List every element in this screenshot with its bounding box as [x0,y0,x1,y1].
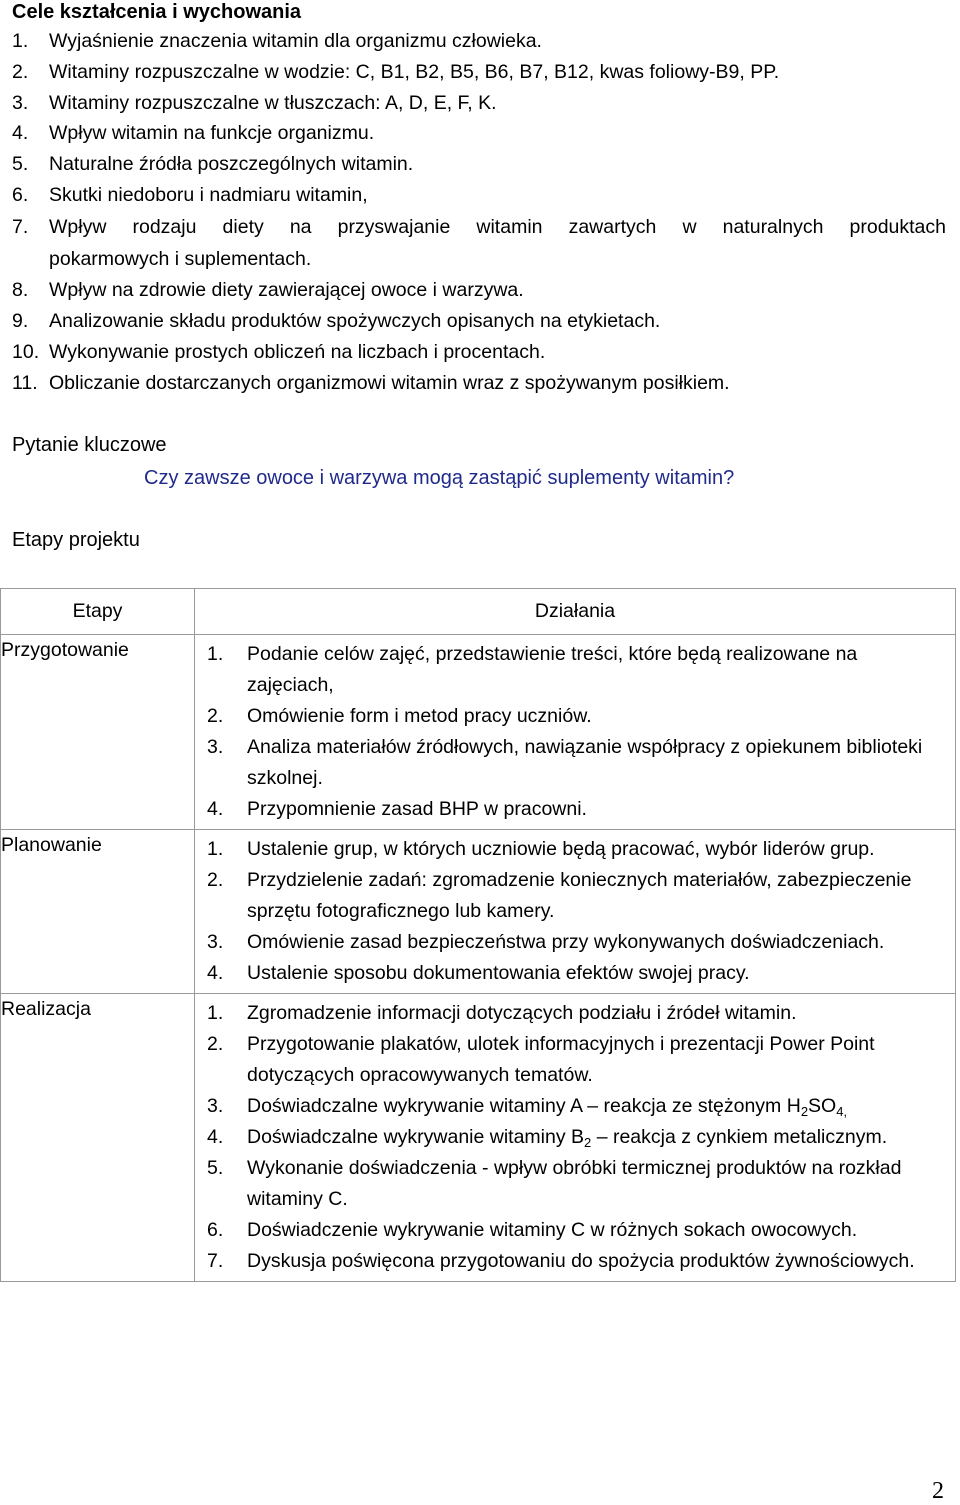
action-item: 1. Zgromadzenie informacji dotyczących podziału i źródeł witamin. [207,1002,797,1024]
stage-actions [195,994,956,1282]
goal-item: 8. Wpływ na zdrowie diety zawierającej owoce i warzywa. [12,279,524,301]
action-item: 2. Przygotowanie plakatów, ulotek informacyjnych i prezentacji Power Point dotyczących opracowywanych tematów. [207,1033,875,1086]
goal-item: 4. Wpływ witamin na funkcje organizmu. [12,122,375,144]
stage-name: Przygotowanie [1,635,195,830]
action-item: 5. Wykonanie doświadczenia - wpływ obróbki termicznej produktów na rozkład witaminy C. [207,1157,902,1210]
column-header-actions: Działania [195,589,956,635]
section-title: Cele kształcenia i wychowania [12,1,302,23]
column-header-stages: Etapy [1,589,195,635]
action-item: 1. Podanie celów zajęć, przedstawienie treści, które będą realizowane na zajęciach, [207,643,858,696]
table-row [1,830,956,994]
key-question: Czy zawsze owoce i warzywa mogą zastąpić suplementy witamin? [144,467,735,489]
action-item: 6. Doświadczenie wykrywanie witaminy C w różnych sokach owocowych. [207,1219,858,1241]
stages-table [0,588,956,1282]
goal-item: 9. Analizowanie składu produktów spożywczych opisanych na etykietach. [12,310,661,332]
action-item: 2. Przydzielenie zadań: zgromadzenie koniecznych materiałów, zabezpieczenie sprzętu fotograficznego lub kamery. [207,869,912,922]
stages-heading: Etapy projektu [12,529,140,551]
stage-actions [195,830,956,994]
goal-item: 3. Witaminy rozpuszczalne w tłuszczach: A, D, E, F, K. [12,92,497,114]
action-item: 3. Omówienie zasad bezpieczeństwa przy wykonywanych doświadczeniach. [207,931,885,953]
action-item: 3. Analiza materiałów źródłowych, nawiązanie współpracy z opiekunem biblioteki szkolnej. [207,736,923,789]
stage-name: Planowanie [1,830,195,994]
goal-item-continuation: pokarmowych i suplementach. [49,248,312,270]
stage-actions [195,635,956,830]
goal-item: 1. Wyjaśnienie znaczenia witamin dla organizmu człowieka. [12,30,542,52]
goal-item: 6. Skutki niedoboru i nadmiaru witamin, [12,184,368,206]
goal-item: 2. Witaminy rozpuszczalne w wodzie: C, B1, B2, B5, B6, B7, B12, kwas foliowy-B9, PP. [12,61,780,83]
action-item: 4. Ustalenie sposobu dokumentowania efektów swojej pracy. [207,962,750,984]
action-item: 3. Doświadczalne wykrywanie witaminy A – reakcja ze stężonym $H_2SO_{4,}$ [207,1095,848,1119]
action-item: 4. Przypomnienie zasad BHP w pracowni. [207,798,587,820]
stage-name: Realizacja [1,994,195,1282]
action-item: 7. Dyskusja poświęcona przygotowaniu do spożycia produktów żywnościowych. [207,1250,915,1272]
table-header-row [1,589,956,635]
action-item: 2. Omówienie form i metod pracy uczniów. [207,705,592,727]
action-item: 4. Doświadczalne wykrywanie witaminy $B_2$ – reakcja z cynkiem metalicznym. [207,1126,888,1150]
goal-item: 11. Obliczanie dostarczanych organizmowi witamin wraz z spożywanym posiłkiem. [12,372,730,394]
key-question-heading: Pytanie kluczowe [12,434,167,456]
page-number: 2 [932,1478,944,1504]
table-row [1,635,956,830]
goal-item: 5. Naturalne źródła poszczególnych witamin. [12,153,414,175]
table-row [1,994,956,1282]
goal-item: 7. Wpływ rodzaju diety na przyswajanie witamin zawartych w naturalnych produktach [12,216,946,238]
goal-item: 10. Wykonywanie prostych obliczeń na liczbach i procentach. [12,341,546,363]
action-item: 1. Ustalenie grup, w których uczniowie będą pracować, wybór liderów grup. [207,838,875,860]
